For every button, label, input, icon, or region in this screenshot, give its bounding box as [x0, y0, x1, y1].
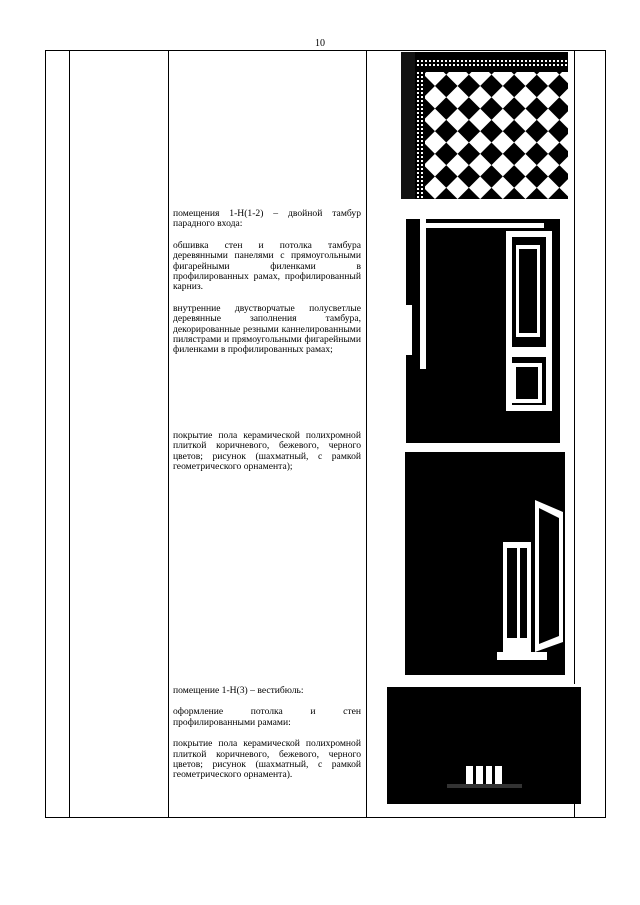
column-divider: [366, 51, 367, 817]
tambour-floor-description: [173, 431, 361, 473]
vestibule-image: [387, 684, 581, 804]
tambour-floor-text: покрытие пола керамической полихромной плиткой коричневого, бежевого, черного цветов; рисунок (шахматный, с рамкой геометрического орнамента);: [173, 430, 361, 473]
photo-open-door: [405, 452, 565, 675]
tambour-doors-text: внутренние двустворчатые полусветлые деревянные заполнения тамбура, декорированные резными каннелированными пилястрами и прямоугольными фигарейными филенками в профилированных рамах;: [173, 302, 361, 356]
column-divider: [69, 51, 70, 817]
vestibule-walls-text: оформление потолка и стен профилированными рамами:: [173, 706, 361, 728]
photo-vestibule: [387, 684, 581, 804]
checkered-floor-image: [401, 52, 568, 199]
tambour-walls-text: обшивка стен и потолка тамбура деревянными панелями с прямоугольными фигарейными филенками в профилированных рамах, профилированный карниз.: [173, 239, 361, 293]
open-door-image: [405, 452, 565, 675]
photo-checkered-floor: [401, 52, 568, 199]
tambour-description: [173, 209, 361, 356]
vestibule-floor-text: покрытие пола керамической полихромной плиткой коричневого, бежевого, черного цветов; рисунок (шахматный, с рамкой геометрического орнамента).: [173, 738, 361, 781]
column-divider: [168, 51, 169, 817]
tambour-door-image: [406, 205, 560, 443]
page-number: 10: [315, 38, 325, 49]
vestibule-heading: помещение 1-Н(3) – вестибюль:: [173, 685, 304, 696]
vestibule-description: [173, 686, 361, 781]
tambour-heading: помещения 1-Н(1-2) – двойной тамбур парадного входа:: [173, 208, 361, 230]
photo-tambour-door: [406, 205, 560, 443]
